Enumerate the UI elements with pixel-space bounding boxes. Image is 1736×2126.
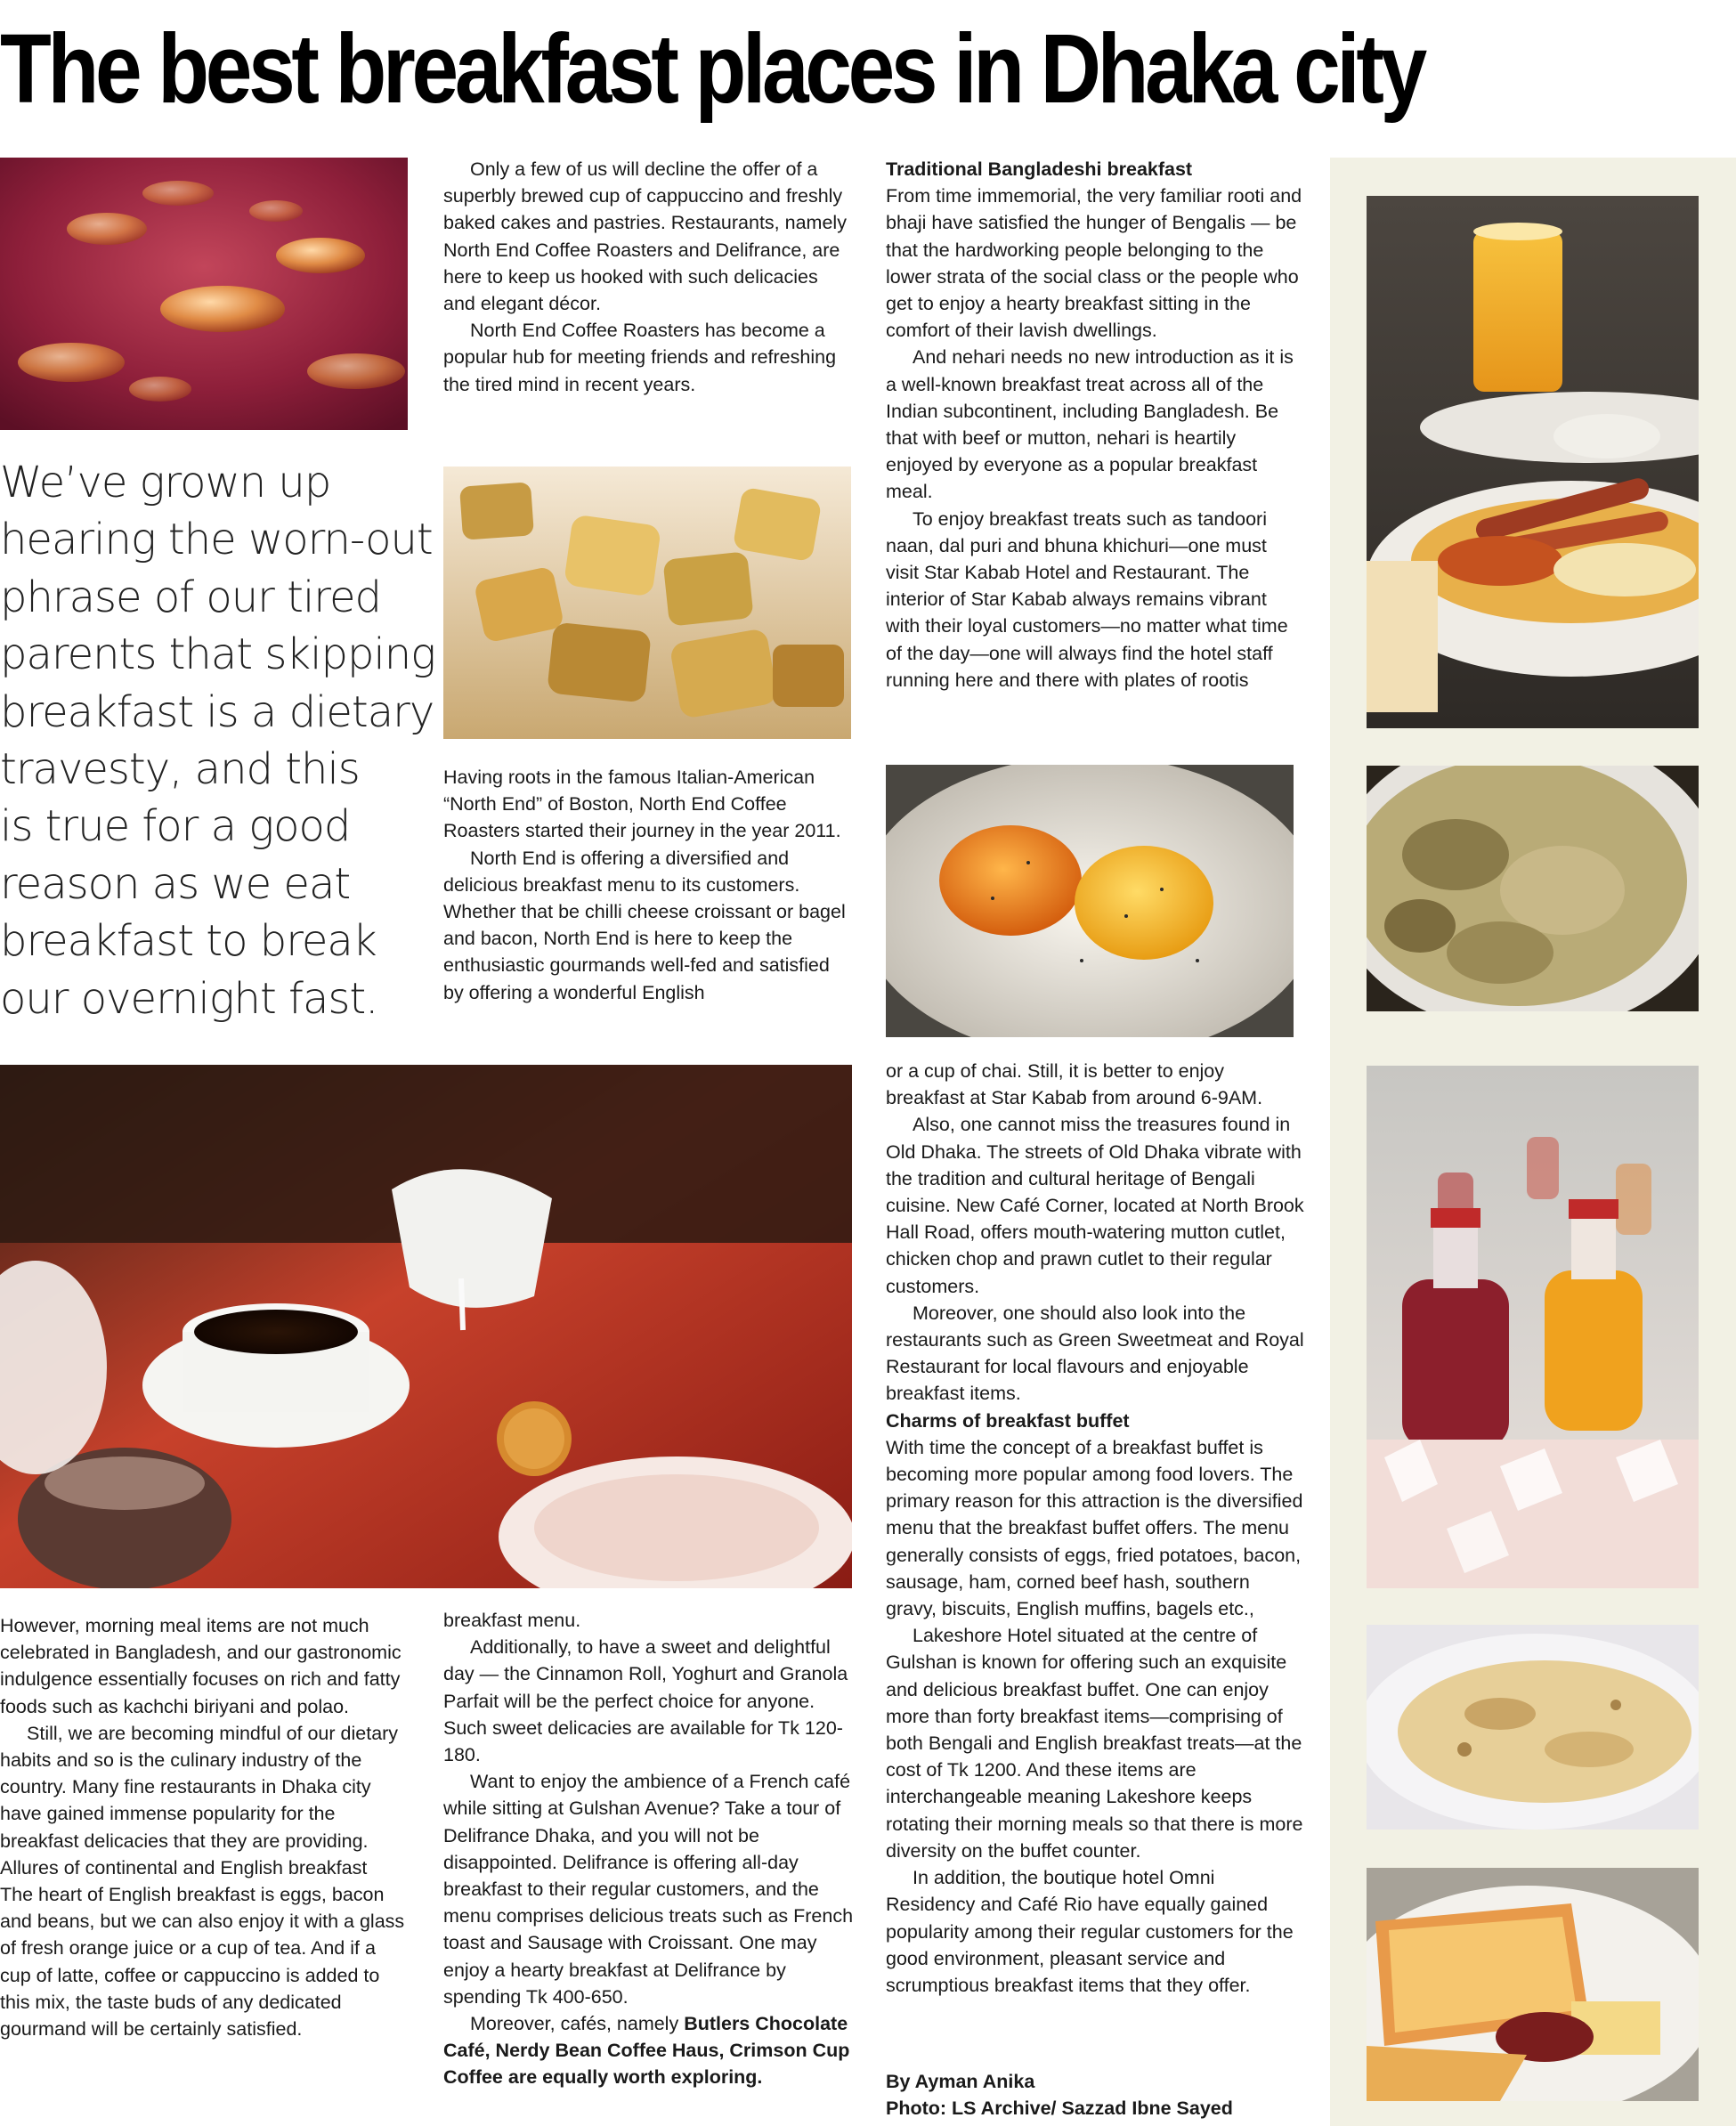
- paragraph: Also, one cannot miss the treasures found in Old Dhaka. The streets of Old Dhaka vibrate with the tradition and cultural heritage of Bengali cuisine. New Café Corner, located at North Brook Hall Road, offers mouth-watering mutton cutlet, chicken chop and prawn cutlet to their regular customers.: [886, 1114, 1304, 1297]
- pull-quote-line: travesty, and this: [0, 744, 360, 795]
- cafe-names: Butlers Chocolate Café, Nerdy Bean Coffee Haus, Crimson Cup Coffee are equally worth exploring.: [443, 2013, 850, 2089]
- section-heading: Traditional Bangladeshi breakfast: [886, 158, 1193, 180]
- paragraph: Only a few of us will decline the offer of a superbly brewed cup of cappuccino and freshly baked cakes and pastries. Restaurants, namely North End Coffee Roasters and Delifrance, are here to keep us hooked with such delicacies and elegant décor.: [443, 158, 847, 315]
- paragraph: Want to enjoy the ambience of a French café while sitting at Gulshan Avenue? Take a tour of Delifrance Dhaka, and you will not be disappointed. Delifrance is offering all-day breakfast to their regular customers, and the menu comprises delicious treats such as French toast and Sausage with Croissant. One may enjoy a hearty breakfast at Delifrance by spending Tk 400-650.: [443, 1771, 854, 2008]
- paragraph: From time immemorial, the very familiar rooti and bhaji have satisfied the hunger of Bengalis — be that the hardworking people belonging to the lower strata of the social class or the people who get to enjoy a hearty breakfast sitting in the comfort of their lavish dwellings.: [886, 185, 1302, 342]
- column-1-bottom: [0, 1612, 411, 2042]
- byline: [886, 2068, 1304, 2122]
- pull-quote-line: phrase of our tired: [0, 572, 381, 622]
- pull-quote-line: reason as we eat: [0, 858, 351, 909]
- fried-eggs-photo: [886, 765, 1294, 1037]
- pull-quote-line: hearing the worn-out: [0, 515, 433, 565]
- coffee-pour-photo: [0, 1065, 852, 1588]
- pull-quote-line: is true for a good: [0, 801, 351, 852]
- paragraph: And nehari needs no new introduction as it is a well-known breakfast treat across all of the Indian subcontinent, including Bangladesh. Be that with beef or mutton, nehari is heartily enjoyed by everyone as a popular breakfast meal.: [886, 346, 1294, 503]
- paragraph: To enjoy breakfast treats such as tandoori naan, dal puri and bhuna khichuri—one must visit Star Kabab Hotel and Restaurant. The interior of Star Kabab always remains vibrant with their loyal customers—no matter what time of the day—one will always find the hotel staff running here and there with plates of rootis: [886, 507, 1288, 691]
- column-2-top: [443, 156, 855, 398]
- curry-bowl-photo: [1367, 766, 1699, 1011]
- paragraph: Having roots in the famous Italian-American “North End” of Boston, North End Coffee Roasters started their journey in the year 2011.: [443, 767, 841, 842]
- column-2-bottom: [443, 1607, 855, 2091]
- paragraph: In addition, the boutique hotel Omni Residency and Café Rio have equally gained popularity among their regular customers for the good environment, pleasant service and scrumptious breakfast items that they offer.: [886, 1867, 1294, 1996]
- pull-quote-line: our overnight fast.: [0, 973, 378, 1024]
- paragraph: North End is offering a diversified and delicious breakfast menu to its customers. Whether that be chilli cheese croissant or bagel and bacon, North End is here to keep the enthusiastic gourmands well-fed and satisfied by offering a wonderful English: [443, 847, 846, 1003]
- pull-quote-line: breakfast to break: [0, 916, 377, 967]
- column-3-top: [886, 156, 1304, 694]
- baked-beans-photo: [0, 158, 408, 430]
- paragraph: Moreover, one should also look into the restaurants such as Green Sweetmeat and Royal Restaurant for local flavours and enjoyable breakfast items.: [886, 1302, 1304, 1405]
- headline: The best breakfast places in Dhaka city: [0, 14, 1424, 124]
- paragraph: North End Coffee Roasters has become a popular hub for meeting friends and refreshing the tired mind in recent years.: [443, 320, 837, 395]
- paragraph: breakfast menu.: [443, 1610, 581, 1631]
- toast-butter-photo: [1367, 1868, 1699, 2101]
- juice-bottles-photo: [1367, 1066, 1699, 1588]
- paragraph-lead: Moreover, cafés, namely: [470, 2013, 685, 2035]
- naan-bread-photo: [1367, 1625, 1699, 1830]
- pull-quote-line: parents that skipping: [0, 629, 435, 680]
- paragraph: Still, we are becoming mindful of our dietary habits and so is the culinary industry of the country. Many fine restaurants in Dhaka city have gained immense popularity for the breakfast delicacies that they are providing.: [0, 1722, 399, 1852]
- section-heading: Allures of continental and English breakfast: [0, 1856, 368, 1879]
- column-2-middle: [443, 764, 855, 1006]
- english-breakfast-photo: [1367, 196, 1699, 728]
- author-credit: By Ayman Anika: [886, 2071, 1035, 2092]
- pull-quote: [0, 454, 435, 1027]
- column-3-bottom: [886, 1058, 1304, 1999]
- paragraph: With time the concept of a breakfast buffet is becoming more popular among food lovers. The primary reason for this attraction is the diversified menu that the breakfast buffet offers. The menu generally consists of eggs, fried potatoes, bacon, sausage, ham, corned beef hash, southern gravy, biscuits, English muffins, bagels etc.,: [886, 1436, 1303, 1620]
- paragraph: The heart of English breakfast is eggs, bacon and beans, but we can also enjoy it with a glass of fresh orange juice or a cup of tea. And if a cup of latte, coffee or cappuccino is added to this mix, the taste buds of any dedicated gourmand will be certainly satisfied.: [0, 1884, 405, 2041]
- pull-quote-line: breakfast is a dietary: [0, 686, 434, 737]
- paragraph: Additionally, to have a sweet and delightful day — the Cinnamon Roll, Yoghurt and Granola Parfait will be the perfect choice for anyone. Such sweet delicacies are available for Tk 120-180.: [443, 1636, 848, 1766]
- photo-credit: Photo: LS Archive/ Sazzad Ibne Sayed: [886, 2098, 1233, 2120]
- fried-potatoes-photo: [443, 467, 851, 739]
- section-heading: Charms of breakfast buffet: [886, 1409, 1130, 1432]
- paragraph: However, morning meal items are not much celebrated in Bangladesh, and our gastronomic indulgence essentially focuses on rich and fatty foods such as kachchi biriyani and polao.: [0, 1615, 402, 1717]
- paragraph: Lakeshore Hotel situated at the centre of Gulshan is known for offering such an exquisite and delicious breakfast buffet. One can enjoy more than forty breakfast items—comprising of both Bengali and English breakfast treats—at the cost of Tk 1200. And these items are interchangeable meaning Lakeshore keeps rotating their morning meals so that there is more diversity on the buffet counter.: [886, 1625, 1303, 1862]
- paragraph: or a cup of chai. Still, it is better to enjoy breakfast at Star Kabab from around 6-9AM.: [886, 1060, 1263, 1109]
- paragraph: [443, 2010, 855, 2091]
- pull-quote-line: We’ve grown up: [0, 458, 331, 507]
